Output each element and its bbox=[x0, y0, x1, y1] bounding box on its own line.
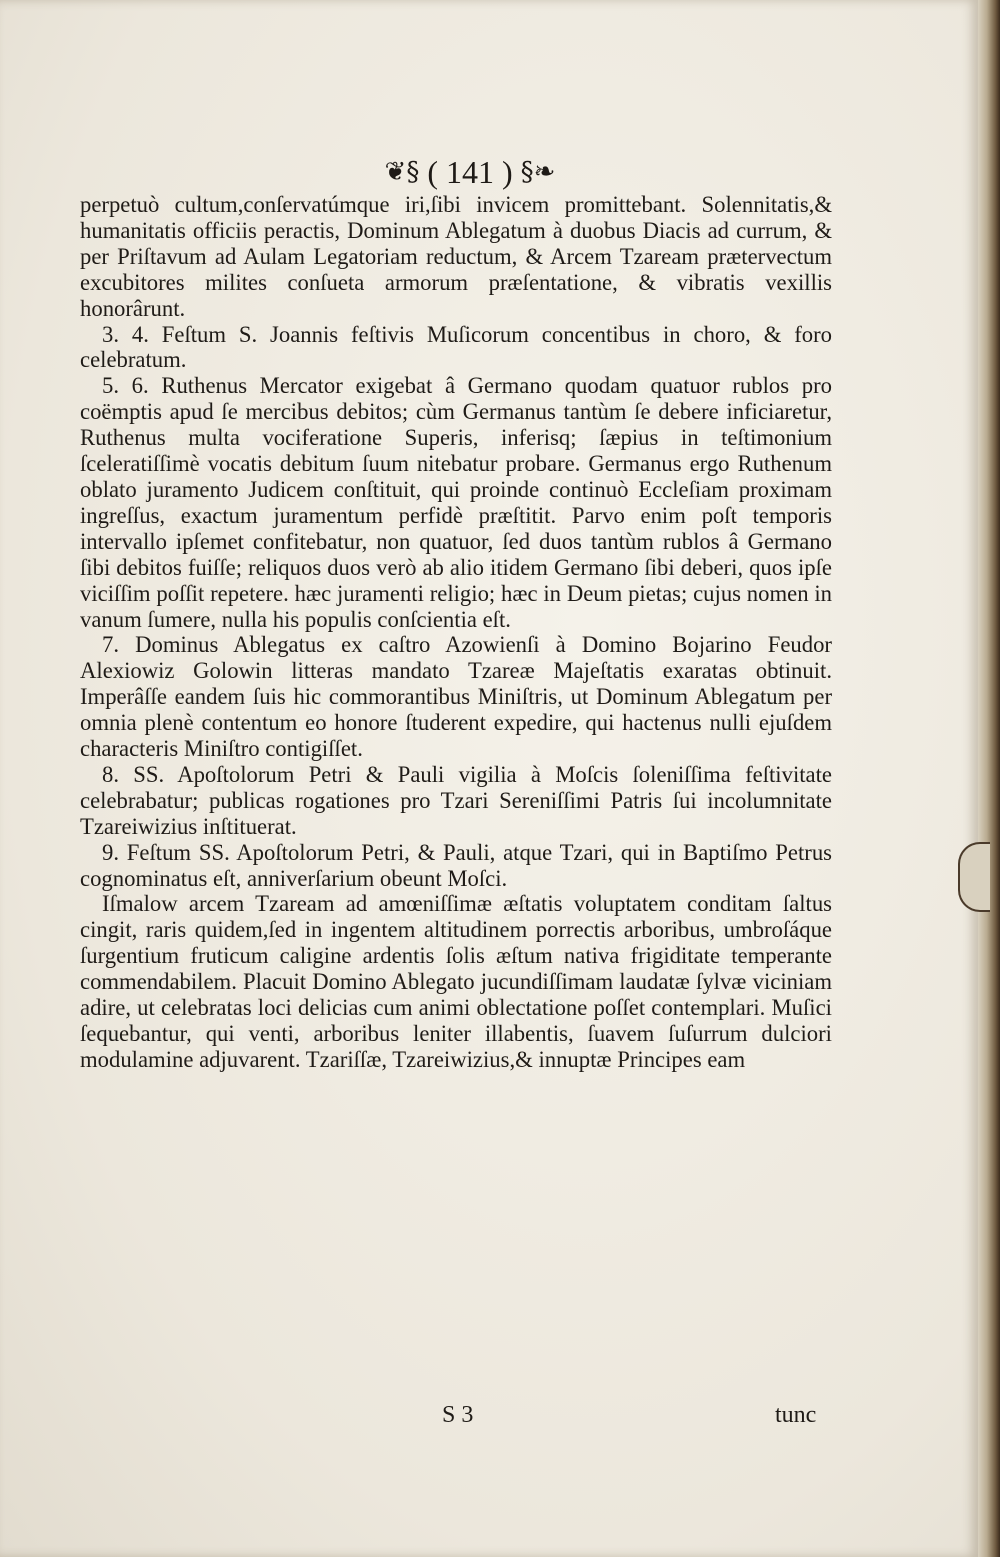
signature-mark: S 3 bbox=[442, 1402, 474, 1428]
clasp-tab bbox=[958, 842, 990, 912]
paragraph: 3. 4. Feſtum S. Joannis feſtivis Muſicorum concentibus in choro, & foro celebratum. bbox=[80, 321, 832, 373]
paragraph: 7. Dominus Ablegatus ex caſtro Azowienſi à Domino Bojarino Feudor Alexiowiz Golowin litteras mandato Tzareæ Majeſtatis exaratas obtinuit. Imperâſſe eandem ſuis hic commorantibus Miniſtris, ut Dominum Ablegatum per omnia plenè contentum eo honore ſtuderent expedire, qui hactenus nulli ejuſdem characteris Miniſtro contigiſſet. bbox=[80, 632, 832, 762]
ornament-left-icon: ❦§ bbox=[384, 157, 420, 187]
ornament-right-icon: §❧ bbox=[520, 157, 556, 187]
catchword: tunc bbox=[775, 1402, 817, 1428]
page-footer bbox=[0, 1402, 978, 1438]
paragraph: Iſmalow arcem Tzaream ad amœniſſimæ æſtatis voluptatem conditam ſaltus cingit, raris quidem,ſed in ingentem altitudinem porrectis arboribus, umbroſáque ſurgentium fruticum caligine ardentis ſolis æſtum nativa frigiditate temperante commendabilem. Placuit Domino Ablegato jucundiſſimam laudatæ ſylvæ viciniam adire, ut celebratas loci delicias cum animi oblectatione poſſet contemplari. Muſici ſequebantur, qui venti, arboribus leniter illabentis, ſuavem ſuſurrum dulciori modulamine adjuvarent. Tzariſſæ, Tzareiwizius,& innuptæ Principes eam bbox=[80, 891, 832, 1072]
body-text bbox=[80, 192, 832, 1073]
paragraph: 8. SS. Apoſtolorum Petri & Pauli vigilia à Moſcis ſoleniſſima feſtivitate celebrabatur; publicas rogationes pro Tzari Sereniſſimi Patris ſui incolumnitate Tzareiwizius inſtituerat. bbox=[80, 761, 832, 839]
page-header bbox=[340, 150, 600, 194]
page-number: ( 141 ) bbox=[427, 153, 513, 190]
paragraph: 9. Feſtum SS. Apoſtolorum Petri, & Pauli, atque Tzari, qui in Baptiſmo Petrus cognominatus eſt, anniverſarium obeunt Moſci. bbox=[80, 839, 832, 891]
paragraph: perpetuò cultum,conſervatúmque iri,ſibi invicem promittebant. Solennitatis,& humanitatis officiis peractis, Dominum Ablegatum à duobus Diacis ad currum, & per Priſtavum ad Aulam Legatoriam reductum, & Arcem Tzaream prætervectum excubitores milites conſueta armorum præſentatione, & vibratis vexillis honorârunt. bbox=[80, 192, 832, 321]
paragraph: 5. 6. Ruthenus Mercator exigebat â Germano quodam quatuor rublos pro coëmptis apud ſe mercibus debitos; cùm Germanus tantùm ſe debere inficiaretur, Ruthenus multa vociferatione Superis, inferisq; ſæpius in teſtimonium ſceleratiſſimè vocatis debitum ſuum nitebatur probare. Germanus ergo Ruthenum oblato juramento Judicem conſtituit, qui proinde continuò Eccleſiam proximam ingreſſus, exactum juramentum perfidè præſtitit. Parvo enim poſt temporis intervallo ipſemet confitebatur, non quatuor, ſed duos tantùm rublos â Germano ſibi debitos fuiſſe; reliquos duos verò ab alio itidem Germano ſibi deberi, quos ipſe viciſſim poſſit repetere. hæc juramenti religio; hæc in Deum pietas; cujus nomen in vanum ſumere, nulla his populis conſcientia eſt. bbox=[80, 373, 832, 632]
page-edge bbox=[978, 0, 1000, 1557]
